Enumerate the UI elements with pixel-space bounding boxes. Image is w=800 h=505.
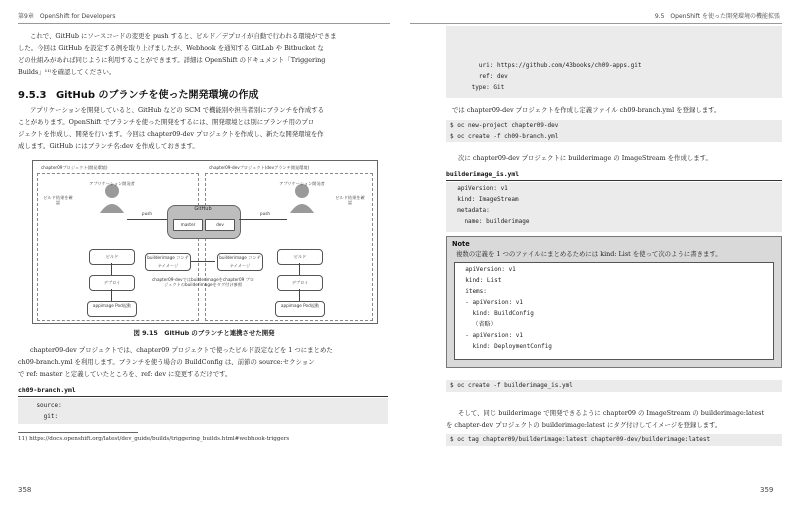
push-left-arrow bbox=[127, 219, 167, 220]
note-code-2: kind: List bbox=[458, 277, 502, 284]
right-build-box: ビルド bbox=[277, 249, 323, 265]
builderimage-left: builderimage コンテナイメージ bbox=[145, 253, 191, 271]
intro-line-2: した。今回は GitHub を設定する例を取り上げましたが、Webhook を通知する GitLab や Bitbucket な bbox=[18, 44, 324, 52]
code-top-3: type: Git bbox=[450, 84, 505, 91]
note-code-1: apiVersion: v1 bbox=[458, 266, 516, 273]
code-top-2: ref: dev bbox=[450, 73, 508, 80]
left-app-box: appimage Pod起動 bbox=[87, 301, 137, 317]
figure-caption: 図 9.15 GitHub のブランチと連携させた開発 bbox=[133, 329, 275, 337]
after-line-3: で ref: master と定義していたところを、ref: dev に変更するだけです。 bbox=[18, 370, 232, 378]
section-line-2: ことがあります。OpenShift でブランチを使った開発をするには、開発環境とは別にブランチ用のプロ bbox=[18, 118, 315, 126]
right-para-1: では chapter09-dev プロジェクトを作成し定義ファイル ch09-branch.yml を登録します。 bbox=[452, 106, 721, 114]
code2-line-1: apiVersion: v1 bbox=[450, 185, 508, 192]
note-code-5: kind: BuildConfig bbox=[458, 310, 534, 317]
code-filename-right: builderimage_is.yml bbox=[446, 170, 520, 178]
right-para-3-line-2: を chapter-dev プロジェクトの builderimage:latest にタグ付けしてイメージを登録します。 bbox=[446, 421, 722, 429]
note-code-7: - apiVersion: v1 bbox=[458, 332, 524, 339]
left-build-box: ビルド bbox=[89, 249, 135, 265]
right-developer-label: アプリケーション開発者 bbox=[279, 181, 325, 186]
left-page-header: 第9章 OpenShift for Developers bbox=[18, 13, 116, 20]
cmd1-line-1: $ oc new-project chapter09-dev bbox=[450, 122, 559, 129]
push-right-arrow bbox=[239, 219, 287, 220]
code2-line-3: metadata: bbox=[450, 207, 490, 214]
left-page-number: 358 bbox=[18, 486, 32, 494]
intro-line-1: これで、GitHub にソースコードの変更を push すると、ビルド／デプロイが自動で行われる環境ができま bbox=[30, 32, 337, 40]
section-title: GitHub のブランチを使った開発環境の作成 bbox=[55, 90, 259, 101]
push-right-label: push bbox=[259, 211, 271, 216]
left-flow-line bbox=[111, 263, 112, 275]
cmd2-line: $ oc create -f builderimage_is.yml bbox=[450, 382, 573, 389]
copy-note: chapter09-devではbuilderimageをchapter09 プロジェクトのbuilderimageをタグ付け参照 bbox=[151, 277, 255, 287]
note-code-8: kind: DeploymentConfig bbox=[458, 343, 552, 350]
left-flow-line-2 bbox=[111, 289, 112, 301]
right-para-3-line-1: そして、同じ builderimage で開発できるように chapter09 の ImageStream の builderimage:latest bbox=[458, 409, 765, 417]
right-flow-line-2 bbox=[299, 289, 300, 301]
right-page-number: 359 bbox=[760, 486, 774, 494]
footnote: 11) https://docs.openshift.org/latest/dev_guide/builds/triggering_builds.html#webhook-triggers bbox=[18, 436, 290, 442]
code2-line-4: name: builderimage bbox=[450, 218, 530, 225]
tag-arrow bbox=[191, 261, 215, 262]
cmd3-line: $ oc tag chapter09/builderimage:latest chapter09-dev/builderimage:latest bbox=[450, 436, 711, 443]
code2-line-2: kind: ImageStream bbox=[450, 196, 519, 203]
right-page-header: 9.5 OpenShift を使った開発環境の機能拡張 bbox=[654, 13, 780, 20]
right-project-label: chapter09-devプロジェクト(devブランチ開発環境) bbox=[209, 165, 310, 170]
note-code-6: （省略） bbox=[458, 321, 497, 328]
code-line-2: git: bbox=[22, 413, 59, 420]
left-developer-label: アプリケーション開発者 bbox=[89, 181, 135, 186]
code-filename-left: ch09-branch.yml bbox=[18, 386, 76, 394]
section-line-4: 成します。GitHub にはブランチ名:dev を作成しておきます。 bbox=[18, 142, 199, 150]
push-left-label: push bbox=[141, 211, 153, 216]
note-code-3: items: bbox=[458, 288, 487, 295]
right-deploy-box: デプロイ bbox=[277, 275, 323, 291]
after-line-1: chapter09-dev プロジェクトでは、chapter09 プロジェクトで使ったビルド設定などを 1 つにまとめた bbox=[30, 346, 333, 354]
right-notify-label: ビルド結果を確認 bbox=[335, 195, 365, 205]
section-heading bbox=[18, 86, 259, 101]
after-line-2: ch09-branch.yml を利用します。ブランチを使う場合の BuildConfig は、前節の source:セクション bbox=[18, 358, 315, 366]
left-header-rule bbox=[18, 23, 390, 24]
code-filename-rule-left bbox=[18, 396, 388, 397]
code-top-1: uri: https://github.com/43books/ch09-apps.git bbox=[450, 62, 642, 69]
note-title: Note bbox=[452, 240, 470, 248]
branch-dev: dev bbox=[205, 219, 235, 231]
branch-master: master bbox=[173, 219, 203, 231]
left-project-label: chapter09プロジェクト(開発環境) bbox=[41, 165, 108, 170]
code-block-left bbox=[18, 398, 388, 424]
note-code-4: - apiVersion: v1 bbox=[458, 299, 524, 306]
left-developer-icon bbox=[99, 183, 125, 213]
section-line-3: ジェクトを作成し、開発を行います。今回は chapter09-dev プロジェクトを作成し、新たな開発環境を作 bbox=[18, 130, 324, 138]
intro-line-4: Builds」¹¹⁾を確認してください。 bbox=[18, 68, 116, 76]
right-flow-line bbox=[299, 263, 300, 275]
left-deploy-box: デプロイ bbox=[89, 275, 135, 291]
section-line-1: アプリケーションを開発していると、GitHub などの SCM で機能別や担当者別にブランチを作成する bbox=[30, 106, 324, 114]
section-number: 9.5.3 bbox=[18, 90, 47, 101]
left-notify-label: ビルド結果を確認 bbox=[43, 195, 73, 205]
builderimage-right: builderimage コンテナイメージ bbox=[217, 253, 263, 271]
github-label: GitHub bbox=[194, 206, 212, 212]
footnote-rule bbox=[18, 432, 138, 433]
intro-line-3: どの仕組みがあれば同じように利用することができます。詳細は OpenShift のドキュメント「Triggering bbox=[18, 56, 326, 64]
right-developer-icon bbox=[289, 183, 315, 213]
code-line-1: source: bbox=[22, 402, 62, 409]
right-app-box: appimage Pod起動 bbox=[275, 301, 325, 317]
note-text: 複数の定義を 1 つのファイルにまとめるためには kind: List を使って次のように書きます。 bbox=[456, 250, 722, 258]
right-header-rule bbox=[410, 23, 782, 24]
code-filename-rule-right bbox=[446, 180, 782, 181]
figure-diagram bbox=[32, 160, 378, 324]
cmd1-line-2: $ oc create -f ch09-branch.yml bbox=[450, 133, 559, 140]
right-para-2: 次に chapter09-dev プロジェクトに builderimage の ImageStream を作成します。 bbox=[458, 154, 712, 162]
